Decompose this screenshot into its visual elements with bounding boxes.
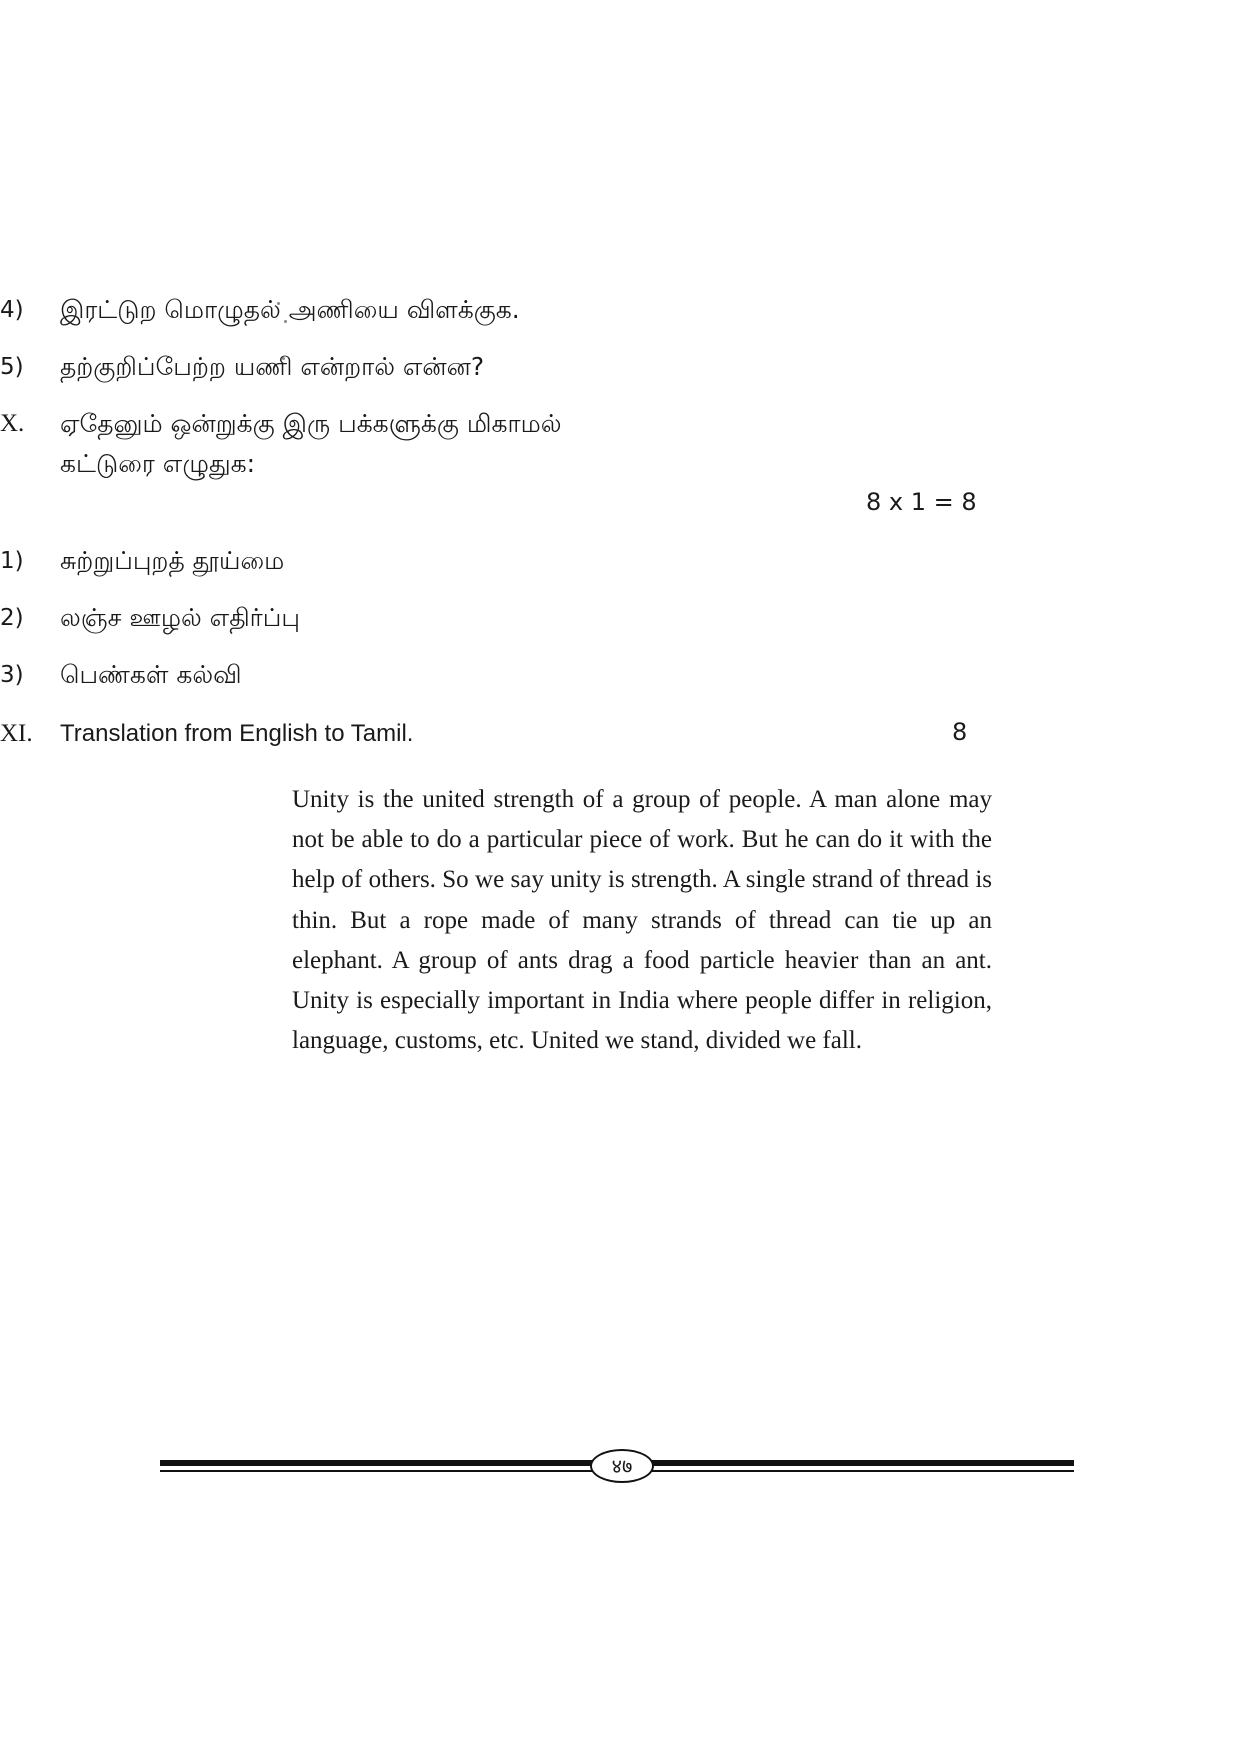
page-number: ४७ xyxy=(590,1449,654,1483)
topic-text: பெண்கள் கல்வி xyxy=(60,660,242,689)
section-numeral: XI. xyxy=(0,720,33,747)
topic-number: 1) xyxy=(0,548,24,574)
footer-rule-right xyxy=(652,1460,1074,1466)
footer-rule-right-thin xyxy=(652,1470,1074,1472)
translation-passage: Unity is the united strength of a group of people. A man alone may not be able to do a particular piece of work. But he can do it with the help of others. So we say unity is strength. A single strand of thread is thin. But a rope made of many strands of thread can tie up an elephant. A group of ants drag a food particle heavier than an ant. Unity is especially important in India where people differ in religion, language, customs, etc. United we stand, divided we fall. xyxy=(292,786,992,1055)
topic-text: சுற்றுப்புறத் தூய்மை xyxy=(60,546,285,575)
section-x-marks: 8 x 1 = 8 xyxy=(866,488,977,516)
question-text: இரட்டுற மொழுதல் அணியை விளக்குக. xyxy=(60,295,520,324)
question-text: தற்குறிப்பேற்ற யணி என்றால் என்ன? xyxy=(60,352,485,381)
section-numeral: X. xyxy=(0,410,25,437)
section-instruction-line1: ஏதேனும் ஒன்றுக்கு இரு பக்களுக்கு மிகாமல் xyxy=(60,409,562,438)
topic-text: லஞ்ச ஊழல் எதிர்ப்பு xyxy=(60,603,300,632)
footer-rule-left-thin xyxy=(160,1470,592,1472)
topic-number: 3) xyxy=(0,662,24,688)
section-title: Translation from English to Tamil. xyxy=(60,720,414,747)
topic-number: 2) xyxy=(0,605,24,631)
section-instruction-line2: கட்டுரை எழுதுக: xyxy=(60,449,256,478)
question-number: 4) xyxy=(0,297,24,323)
footer-rule-left xyxy=(160,1460,592,1466)
question-number: 5) xyxy=(0,354,24,380)
section-xi-marks: 8 xyxy=(952,718,968,746)
